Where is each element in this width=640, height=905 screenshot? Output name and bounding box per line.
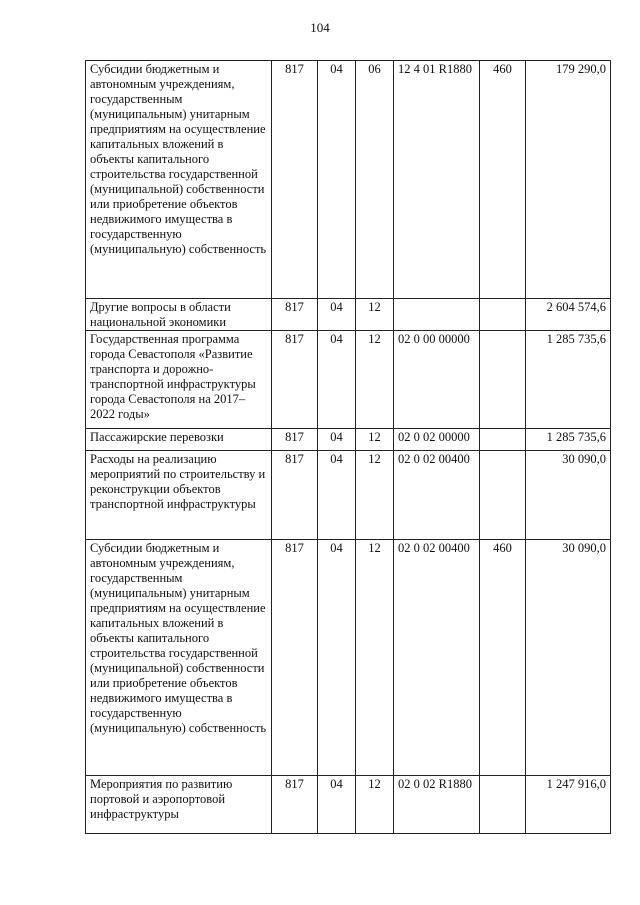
table-row bbox=[86, 331, 611, 429]
subsection-code: 12 bbox=[356, 451, 394, 540]
target-article-code bbox=[394, 299, 480, 331]
ministry-code: 817 bbox=[272, 61, 318, 299]
target-article-code: 12 4 01 R1880 bbox=[394, 61, 480, 299]
ministry-code: 817 bbox=[272, 331, 318, 429]
expense-type-code bbox=[480, 776, 526, 834]
section-code: 04 bbox=[318, 331, 356, 429]
subsection-code: 12 bbox=[356, 331, 394, 429]
ministry-code: 817 bbox=[272, 776, 318, 834]
amount: 1 285 735,6 bbox=[526, 331, 611, 429]
section-code: 04 bbox=[318, 451, 356, 540]
section-code: 04 bbox=[318, 776, 356, 834]
section-code: 04 bbox=[318, 429, 356, 451]
row-name: Другие вопросы в области национальной экономики bbox=[86, 299, 272, 331]
table-row bbox=[86, 776, 611, 834]
row-name: Мероприятия по развитию портовой и аэропортовой инфраструктуры bbox=[86, 776, 272, 834]
subsection-code: 12 bbox=[356, 299, 394, 331]
target-article-code: 02 0 02 R1880 bbox=[394, 776, 480, 834]
table-row bbox=[86, 299, 611, 331]
amount: 30 090,0 bbox=[526, 451, 611, 540]
amount: 1 285 735,6 bbox=[526, 429, 611, 451]
subsection-code: 12 bbox=[356, 540, 394, 776]
ministry-code: 817 bbox=[272, 451, 318, 540]
budget-table bbox=[85, 60, 611, 834]
expense-type-code bbox=[480, 429, 526, 451]
row-name: Расходы на реализацию мероприятий по строительству и реконструкции объектов транспортной инфраструктуры bbox=[86, 451, 272, 540]
amount: 179 290,0 bbox=[526, 61, 611, 299]
ministry-code: 817 bbox=[272, 540, 318, 776]
expense-type-code: 460 bbox=[480, 540, 526, 776]
amount: 2 604 574,6 bbox=[526, 299, 611, 331]
ministry-code: 817 bbox=[272, 299, 318, 331]
section-code: 04 bbox=[318, 299, 356, 331]
row-name: Субсидии бюджетным и автономным учреждениям, государственным (муниципальным) унитарным предприятиям на осуществление капитальных вложений в объекты капитального строительства государственной (муниципальной) собственности или приобретение объектов недвижимого имущества в государственную (муниципальную) собственность bbox=[86, 540, 272, 776]
amount: 1 247 916,0 bbox=[526, 776, 611, 834]
target-article-code: 02 0 02 00400 bbox=[394, 540, 480, 776]
page-number: 104 bbox=[310, 20, 330, 35]
row-name: Субсидии бюджетным и автономным учреждениям, государственным (муниципальным) унитарным предприятиям на осуществление капитальных вложений в объекты капитального строительства государственной (муниципальной) собственности или приобретение объектов недвижимого имущества в государственную (муниципальную) собственность bbox=[86, 61, 272, 299]
ministry-code: 817 bbox=[272, 429, 318, 451]
expense-type-code bbox=[480, 331, 526, 429]
table-row bbox=[86, 540, 611, 776]
table-row bbox=[86, 429, 611, 451]
target-article-code: 02 0 00 00000 bbox=[394, 331, 480, 429]
table-row bbox=[86, 61, 611, 299]
row-name: Пассажирские перевозки bbox=[86, 429, 272, 451]
table-row bbox=[86, 451, 611, 540]
subsection-code: 12 bbox=[356, 776, 394, 834]
amount: 30 090,0 bbox=[526, 540, 611, 776]
expense-type-code bbox=[480, 299, 526, 331]
section-code: 04 bbox=[318, 540, 356, 776]
section-code: 04 bbox=[318, 61, 356, 299]
subsection-code: 12 bbox=[356, 429, 394, 451]
subsection-code: 06 bbox=[356, 61, 394, 299]
target-article-code: 02 0 02 00400 bbox=[394, 451, 480, 540]
expense-type-code bbox=[480, 451, 526, 540]
expense-type-code: 460 bbox=[480, 61, 526, 299]
row-name: Государственная программа города Севастополя «Развитие транспорта и дорожно-транспортной инфраструктуры города Севастополя на 2017–2022 годы» bbox=[86, 331, 272, 429]
target-article-code: 02 0 02 00000 bbox=[394, 429, 480, 451]
